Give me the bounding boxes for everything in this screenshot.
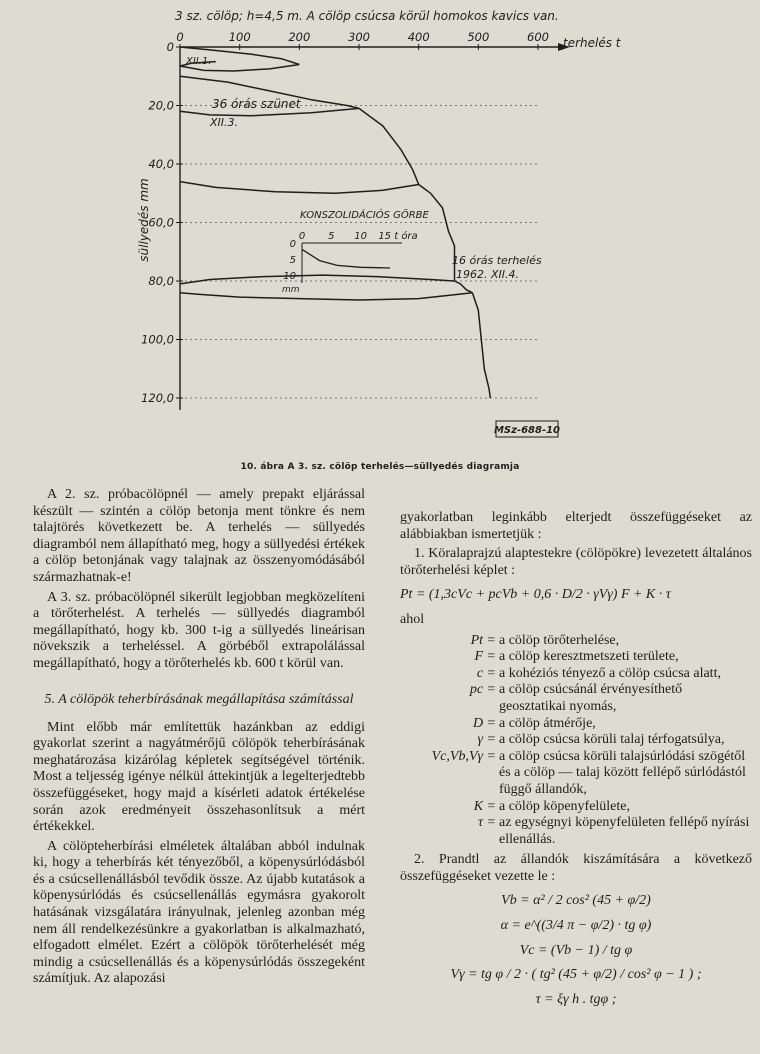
y-tick-label: 40,0 (148, 157, 174, 171)
definition-text: a cölöp átmérője, (499, 715, 596, 731)
x-tick-label: 500 (467, 30, 490, 44)
x-tick-label: 600 (527, 30, 549, 44)
x-tick-label: 200 (288, 30, 311, 44)
standard-stamp: MSz-688-10 (493, 425, 561, 436)
definition-symbol: Pt = (470, 632, 496, 648)
y-axis-label: süllyedés mm (137, 178, 151, 262)
definition-row (400, 716, 752, 733)
y-tick-label: 0 (166, 40, 174, 54)
ahol-label: ahol (400, 611, 425, 627)
definition-text: az egységnyi köpenyfelületen fellépő nyírási ellenállás. (499, 815, 750, 847)
definition-row (400, 799, 752, 816)
annotation-hold: 16 órás terhelés (452, 254, 542, 267)
chart-grid (180, 106, 538, 399)
inset-y-tick-label: 0 (289, 239, 296, 250)
definition-row (400, 815, 752, 848)
definition-symbol: pc = (469, 682, 496, 698)
definition-row (400, 666, 752, 683)
definition-symbol: F = (474, 649, 496, 665)
paragraph: A 3. sz. próbacölöpnél sikerült legjobban megközelíteni a törőterhelést. A terhelés — süllyedés diagramból megállapítható, hogy kb. 300 t-ig a süllyedés lineárisan növekszik a terheléssel. A görbéből extrapolálással megállapítható, hogy a törőterhelés kb. 600 t körül van. (33, 589, 365, 671)
definition-symbol: K = (473, 798, 496, 814)
definition-text: a cölöp keresztmetszeti területe, (499, 649, 679, 665)
figure-caption: 10. ábra A 3. sz. cölöp terhelés—süllyedés diagramja (240, 462, 520, 472)
annotation-hold-date: 1962. XII.4. (456, 268, 520, 281)
inset-x-tick-label: 0 (298, 231, 306, 242)
x-tick-label: 100 (228, 30, 251, 44)
series-line (180, 275, 455, 284)
formula-tau: τ = ξγ h . tgφ ; (535, 991, 617, 1007)
inset-y-label: mm (282, 285, 300, 295)
y-tick-label: 60,0 (148, 215, 174, 230)
formula-vgamma: Vγ = tg φ / 2 · ( tg² (45 + φ/2) / cos² φ − 1 ) ; (450, 967, 702, 983)
series-line (419, 185, 455, 282)
definition-text: a kohéziós tényező a cölöp csúcsa alatt, (499, 665, 721, 681)
definition-text: a cölöp csúcsánál érvényesíthető geosztatikai nyomás, (499, 682, 683, 714)
annotation-date-pause: XII.3. (210, 116, 239, 129)
definition-row (400, 682, 752, 715)
chart-title: 3 sz. cölöp; h=4,5 m. A cölöp csúcsa körül homokos kavics van. (175, 9, 559, 23)
definition-row (400, 749, 752, 799)
formula-vc: Vc = (Vb − 1) / tg φ (519, 942, 633, 958)
inset-x-tick-label: 15 t óra (378, 231, 418, 242)
definition-text: a cölöp csúcsa körüli talajsúrlódási szögétől és a cölöp — talaj között fellépő súrlódástól függő állandók, (499, 748, 746, 797)
definition-symbol: τ = (478, 815, 496, 831)
paragraph: A cölöpteherbírási elméletek általában abból indulnak ki, hogy a teherbírás két tényezőből, a köpenysúrlódásból és a csúcsellenállásból tevődik össze. Az újabb kutatások a köpenysúrlódás és csúcsellenállás egymásra gyakorolt hatásának vizsgálatára irányulnak, jelenleg azonban még nem áll rendelkezésünkre a gyakorlatban is alkalmazható, elfogadott elmélet. Ezért a cölöpök törőterhelését még mindig a csúcsellenállás és a köpenysúrlódás összegeként számítjuk. Az alapozási (33, 838, 365, 987)
definition-symbol: c = (476, 665, 496, 681)
paragraph: 1. Köralaprajzú alaptestekre (cölöpökre) levezetett általános törőterhelési képlet : (400, 546, 752, 578)
x-axis-label: terhelés t (563, 36, 621, 50)
y-tick-label: 20,0 (148, 98, 174, 113)
definition-text: a cölöp törőterhelése, (499, 632, 620, 648)
x-tick-label: 400 (407, 30, 430, 44)
definition-text: a cölöp köpenyfelülete, (499, 798, 631, 814)
formula-vb: Vb = α² / 2 cos² (45 + φ/2) (501, 893, 651, 909)
annotation-date-start: XII.1. (186, 56, 212, 67)
series-line (180, 182, 419, 194)
inset-y-tick-label: 10 (283, 271, 296, 282)
definition-row (400, 649, 752, 666)
definition-row (400, 732, 752, 749)
formula-pt: Pt = (1,3cVc + pcVb + 0,6 · D/2 · γVγ) F + K · τ (400, 587, 671, 603)
series-line (472, 293, 490, 398)
paragraph: 2. Prandtl az állandók kiszámítására a következő összefüggéseket vezette le : (400, 852, 752, 884)
y-tick-label: 120,0 (141, 391, 174, 405)
definition-symbol: D = (472, 715, 496, 731)
definition-symbol: γ = (477, 732, 496, 748)
inset-x-tick-label: 5 (328, 231, 335, 242)
annotation-pause: 36 órás szünet (212, 97, 301, 111)
section-title: 5. A cölöpök teherbírásának megállapítása számítással (44, 691, 354, 707)
definition-symbol: Vc,Vb,Vγ = (431, 748, 496, 764)
formula-alpha: α = e^((3/4 π − φ/2) · tg φ) (500, 918, 652, 934)
consolidation-inset (282, 208, 430, 295)
definition-list (400, 633, 752, 849)
series-line (359, 108, 419, 184)
x-tick-label: 0 (176, 30, 184, 44)
paragraph: A 2. sz. próbacölöpnél — amely prepakt eljárással készült — szintén a cölöp betonja ment tönkre és nem talajtörés következett be. A terhelés — süllyedés diagramból nem állapítható meg, hogy a süllyedési értékek a cölöp betonjának vagy talajnak az összenyomódásából származhatnak-e! (33, 487, 365, 585)
x-tick-label: 300 (348, 30, 370, 44)
left-column (33, 487, 365, 988)
inset-title: KONSZOLIDÁCIÓS GÖRBE (300, 210, 429, 221)
definition-text: a cölöp csúcsa körüli talaj térfogatsúlya, (499, 732, 725, 748)
inset-y-tick-label: 5 (289, 255, 296, 266)
paragraph: Mint előbb már említettük hazánkban az eddigi gyakorlat szerint a nagyátmérőjű cölöpök teherbírásának meghatározása kizárólag képletek segítségével történik. Most a teljesség igénye nélkül áttekintjük a legelterjedtebb összefüggéseket, hogy majd a kísérleti adatok értékelése során azok eredményeit összehasonlítsuk a mért értékekkel. (33, 719, 365, 835)
definition-row (400, 633, 752, 650)
paragraph: gyakorlatban leginkább elterjedt összefüggéseket az alábbiakban ismertetjük : (400, 510, 752, 542)
series-line (180, 293, 472, 300)
y-tick-label: 100,0 (141, 332, 174, 347)
right-column (400, 510, 752, 1016)
inset-series-line (302, 249, 390, 268)
series-line (455, 281, 473, 293)
load-settlement-chart (0, 0, 760, 460)
inset-x-tick-label: 10 (354, 231, 368, 242)
chart-labels (137, 9, 622, 437)
y-tick-label: 80,0 (148, 274, 174, 288)
